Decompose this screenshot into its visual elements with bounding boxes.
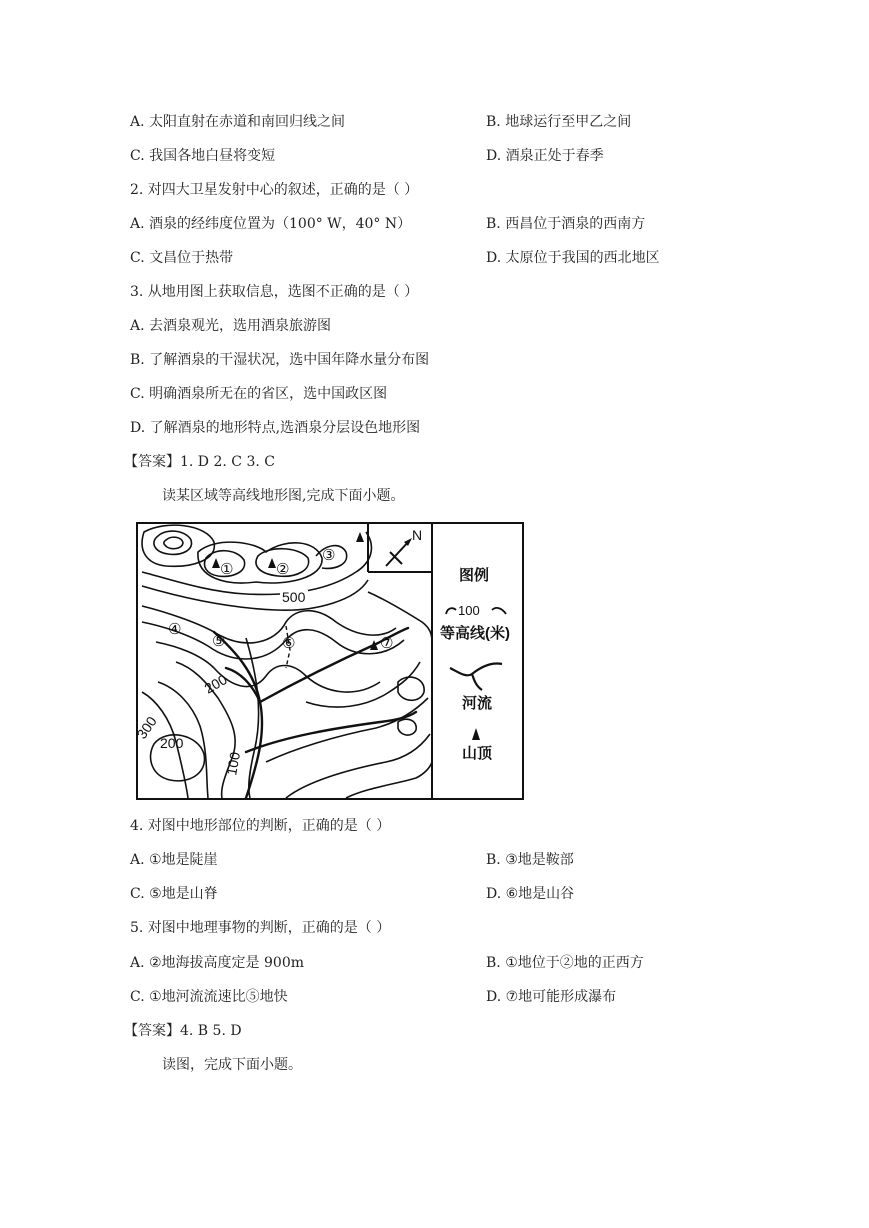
legend-peak-symbol [472,728,480,740]
map-legend [440,566,510,762]
next-intro: 读图，完成下面小题。 [162,1057,302,1073]
legend-contour-value: 100 [458,603,480,618]
q5-option-c: C. ①地河流流速比⑤地快 [130,989,288,1005]
q2-stem: 2. 对四大卫星发射中心的叙述，正确的是（ ） [130,182,419,198]
contour-label-200-b: 200 [160,735,184,751]
point-2: ② [276,561,290,578]
point-3: ③ [322,547,336,564]
river [246,712,416,752]
q4-option-a: A. ①地是陡崖 [130,852,218,868]
contour-label-200: 200 [201,671,230,697]
rivers [214,628,416,798]
q2-option-a: A. 酒泉的经纬度位置为（100° W，40° N） [130,216,412,232]
north-label: N [412,527,423,543]
contour-label-300: 300 [136,713,160,742]
q2-option-b: B. 西昌位于酒泉的西南方 [486,216,646,232]
legend-contour-label: 等高线(米) [440,625,510,642]
q5-option-d: D. ⑦地可能形成瀑布 [486,989,617,1005]
contour-label-100: 100 [223,750,244,777]
peak-triangle-top [356,532,364,542]
contour [398,677,424,700]
contour-map-svg [136,522,524,800]
q1-option-b: B. 地球运行至甲乙之间 [486,114,632,130]
contour [154,531,192,554]
contour [286,734,430,798]
q2-option-c: C. 文昌位于热带 [130,250,234,266]
point-4: ④ [168,621,182,638]
q1-option-c: C. 我国各地白昼将变短 [130,148,276,164]
q4-option-d: D. ⑥地是山谷 [486,886,575,902]
q3-option-b: B. 了解酒泉的干湿状况，选中国年降水量分布图 [130,352,430,368]
contour-map [136,522,524,800]
q5-option-a: A. ②地海拔高度定是 900m [130,955,305,971]
point-6: ⑥ [282,635,296,652]
q3-stem: 3. 从地用图上获取信息，选图不正确的是（ ） [130,284,419,300]
q4-stem: 4. 对图中地形部位的判断，正确的是（ ） [130,818,391,834]
q1-option-a: A. 太阳直射在赤道和南回归线之间 [130,114,346,130]
q2-option-d: D. 太原位于我国的西北地区 [486,250,660,266]
answer-1-3: 【答案】1. D 2. C 3. C [124,454,275,470]
legend-river-label: 河流 [462,695,493,712]
map-intro: 读某区域等高线地形图,完成下面小题。 [162,488,405,504]
q3-option-d: D. 了解酒泉的地形特点,选酒泉分层设色地形图 [130,420,421,436]
contour [164,537,183,548]
q4-option-b: B. ③地是鞍部 [486,852,574,868]
contour [266,698,428,762]
q3-option-c: C. 明确酒泉所无在的省区，选中国政区图 [130,386,388,402]
point-1: ① [220,561,234,578]
north-arrow [386,527,422,566]
q5-option-b: B. ①地位于②地的正西方 [486,955,644,971]
point-7: ⑦ [380,635,394,652]
q3-option-a: A. 去酒泉观光，选用酒泉旅游图 [130,318,332,334]
contour-label-500: 500 [282,589,306,605]
peak-triangle-2 [268,558,276,568]
q4-option-c: C. ⑤地是山脊 [130,886,218,902]
contour [398,719,416,735]
peak-triangle-1 [212,558,220,568]
point-5: ⑤ [212,633,226,650]
answer-4-5: 【答案】4. B 5. D [124,1023,242,1039]
legend-river-symbol [450,663,502,690]
q1-option-d: D. 酒泉正处于春季 [486,148,604,164]
legend-peak-label: 山顶 [462,745,493,762]
legend-title: 图例 [459,567,490,584]
q5-stem: 5. 对图中地理事物的判断，正确的是（ ） [130,920,391,936]
